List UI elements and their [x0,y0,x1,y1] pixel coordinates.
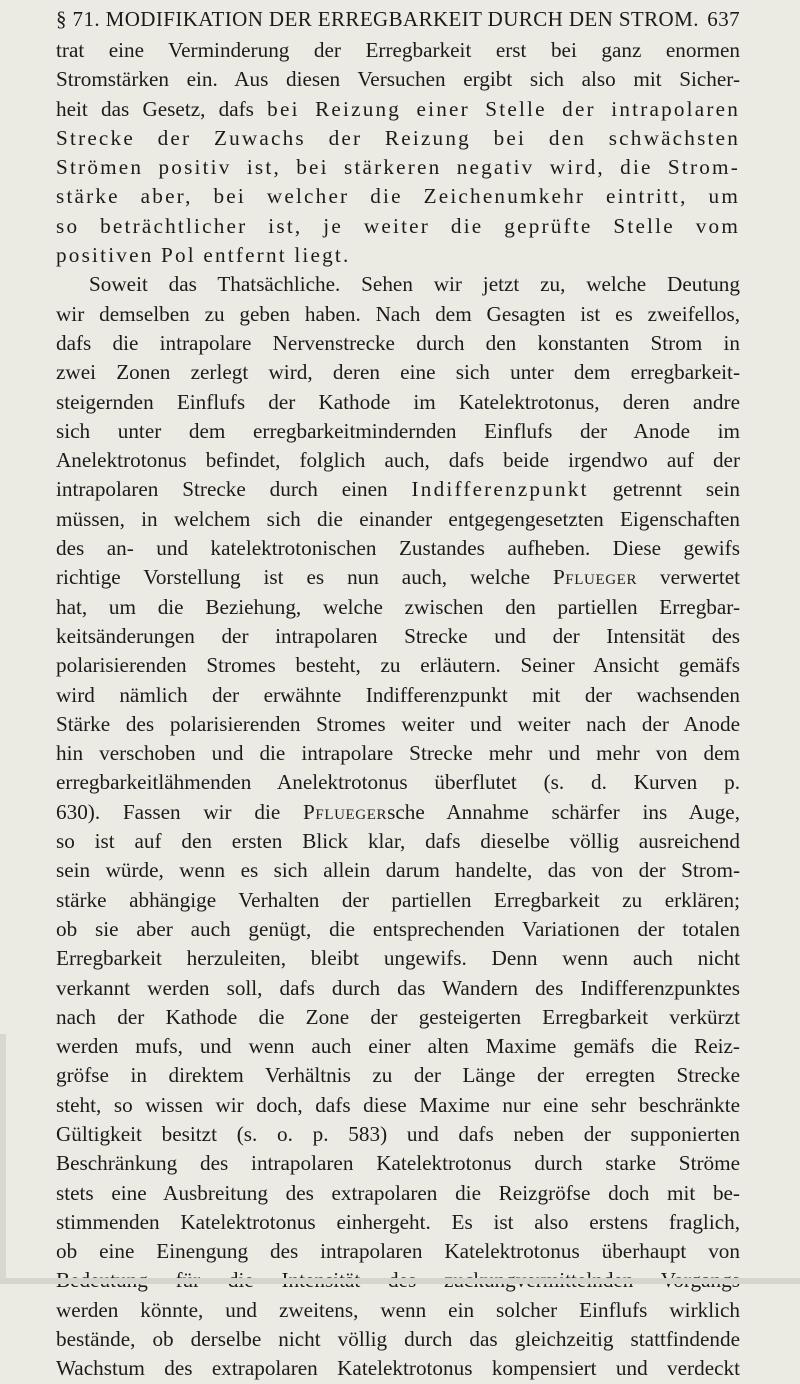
text-run: hin verschoben und die intrapolare Strecke mehr und mehr von dem [56,741,740,766]
text-line [56,534,740,563]
text-line [56,1032,740,1061]
text-line [56,827,740,856]
page-bottom-edge [0,1278,800,1284]
text-run: nach der Kathode die Zone der gesteigerten Erregbarkeit verkürzt [56,1004,740,1029]
text-run: intrapolaren Strecke durch einen [56,477,412,502]
text-run: stets eine Ausbreitung des extrapolaren die Reizgröfse doch mit be- [56,1180,740,1205]
text-run: keitsänderungen der intrapolaren Strecke und der Intensität des [56,623,740,648]
text-run: werden könnte, und zweitens, wenn ein solcher Einflufs wirklich [56,1297,740,1322]
body-text [56,36,740,1384]
emphasized-text: stärke aber, bei welcher die Zeichenumkehr eintritt, um [56,184,740,209]
text-run: verwertet [637,565,740,590]
text-run: bestände, ob derselbe nicht völlig durch das gleichzeitig stattfindende [56,1327,740,1352]
emphasized-text: so beträchtlicher ist, je weiter die geprüfte Stelle vom [56,213,740,238]
text-run: dafs die intrapolare Nervenstrecke durch den konstanten Strom in [56,330,740,355]
text-line [56,974,740,1003]
text-line [56,886,740,915]
text-line [56,1061,740,1090]
author-name: Pflueger [303,799,388,824]
text-line [56,915,740,944]
emphasized-text: Strecke der Zuwachs der Reizung bei den schwächsten [56,125,740,150]
text-line [56,710,740,739]
text-run: Soweit das Thatsächliche. Sehen wir jetzt zu, welche Deutung [89,272,740,297]
text-run: steht, so wissen wir doch, dafs diese Maxime nur eine sehr beschränkte [56,1092,740,1117]
text-line [56,212,740,241]
text-line [56,124,740,153]
text-run: gröfse in direktem Verhältnis zu der Länge der erregten Strecke [56,1063,740,1088]
text-run: erregbarkeitlähmenden Anelektrotonus überflutet (s. d. Kurven p. [56,770,740,795]
text-run: ob sie aber auch genügt, die entsprechenden Variationen der totalen [56,916,740,941]
text-line [56,300,740,329]
text-run: Gültigkeit besitzt (s. o. p. 583) und dafs neben der supponierten [56,1121,740,1146]
section-number: § 71. [56,7,100,31]
text-run: Erregbarkeit herzuleiten, bleibt ungewifs. Denn wenn auch nicht [56,946,740,971]
text-run: polarisierenden Stromes besteht, zu erläutern. Seiner Ansicht gemäfs [56,653,740,678]
text-line [56,651,740,680]
text-line [56,388,740,417]
text-run: wir demselben zu geben haben. Nach dem Gesagten ist es zweifellos, [56,301,740,326]
text-line [56,329,740,358]
text-line [56,65,740,94]
emphasized-text: bei Reizung einer Stelle der intrapolaren [267,96,740,121]
text-run: Stromstärken ein. Aus diesen Versuchen ergibt sich also mit Sicher- [56,67,740,92]
text-run: stimmenden Katelektrotonus einhergeht. Es ist also erstens fraglich, [56,1209,740,1234]
text-run: steigernden Einflufs der Kathode im Katelektrotonus, deren andre [56,389,740,414]
text-line [56,622,740,651]
text-line [56,593,740,622]
emphasized-text: Strömen positiv ist, bei stärkeren negativ wird, die Strom- [56,155,740,180]
text-line [56,417,740,446]
text-line [56,270,740,299]
text-line [56,739,740,768]
text-line [56,241,740,270]
text-line [56,1208,740,1237]
text-line [56,563,740,592]
chapter-title: MODIFIKATION DER ERREGBARKEIT DURCH DEN STROM. [105,7,699,31]
text-run: hat, um die Beziehung, welche zwischen den partiellen Erregbar- [56,594,740,619]
text-line [56,95,740,124]
text-line [56,1091,740,1120]
text-run: müssen, in welchem sich die einander entgegengesetzten Eigenschaften [56,506,740,531]
text-line [56,681,740,710]
text-run: sche Annahme schärfer ins Auge, [387,799,740,824]
text-run: stärke abhängige Verhalten der partiellen Erregbarkeit zu erklären; [56,887,740,912]
text-line [56,36,740,65]
text-run: 630). Fassen wir die [56,799,304,824]
text-run: sich unter dem erregbarkeitmindernden Einflufs der Anode im [56,418,740,443]
text-line [56,944,740,973]
text-line [56,1354,740,1383]
text-line [56,1179,740,1208]
text-run: richtige Vorstellung ist es nun auch, welche [56,565,553,590]
text-run: Wachstum des extrapolaren Katelektrotonus kompensiert und verdeckt [56,1356,740,1381]
text-line [56,505,740,534]
text-run: getrennt sein [588,477,740,502]
text-line [56,856,740,885]
running-header [56,5,740,33]
text-run: werden mufs, und wenn auch einer alten Maxime gemäfs die Reiz- [56,1034,740,1059]
text-run: Anelektrotonus befindet, folglich auch, dafs beide irgendwo auf der [56,448,740,473]
text-line [56,475,740,504]
emphasized-text: Indifferenzpunkt [411,477,589,502]
text-line [56,798,740,827]
text-line [56,1120,740,1149]
header-title-line [56,5,707,33]
text-line [56,1296,740,1325]
text-line [56,446,740,475]
text-line [56,182,740,211]
text-line [56,768,740,797]
text-run: Beschränkung des intrapolaren Katelektrotonus durch starke Ströme [56,1151,740,1176]
text-run: sein würde, wenn es sich allein darum handelte, das von der Strom- [56,858,740,883]
text-run: ob eine Einengung des intrapolaren Katelektrotonus überhaupt von [56,1239,740,1264]
text-line [56,358,740,387]
text-run: Stärke des polarisierenden Stromes weiter und weiter nach der Anode [56,711,740,736]
text-run: zwei Zonen zerlegt wird, deren eine sich unter dem erregbarkeit- [56,360,740,385]
text-run: so ist auf den ersten Blick klar, dafs dieselbe völlig ausreichend [56,829,740,854]
text-line [56,1003,740,1032]
emphasized-text: positiven Pol entfernt liegt. [56,243,351,268]
text-run: wird nämlich der erwähnte Indifferenzpunkt mit der wachsenden [56,682,740,707]
text-run: heit das Gesetz, dafs [56,96,268,121]
author-name: Pflueger [552,565,638,590]
page-edge-shadow [0,1034,6,1284]
text-run: verkannt werden soll, dafs durch das Wandern des Indifferenzpunktes [56,975,740,1000]
text-line [56,153,740,182]
text-line [56,1237,740,1266]
text-line [56,1325,740,1354]
text-line [56,1149,740,1178]
text-run: trat eine Verminderung der Erregbarkeit erst bei ganz enormen [56,38,740,62]
text-run: des an- und katelektrotonischen Zustandes aufheben. Diese gewifs [56,536,740,561]
page-number: 637 [707,7,740,31]
